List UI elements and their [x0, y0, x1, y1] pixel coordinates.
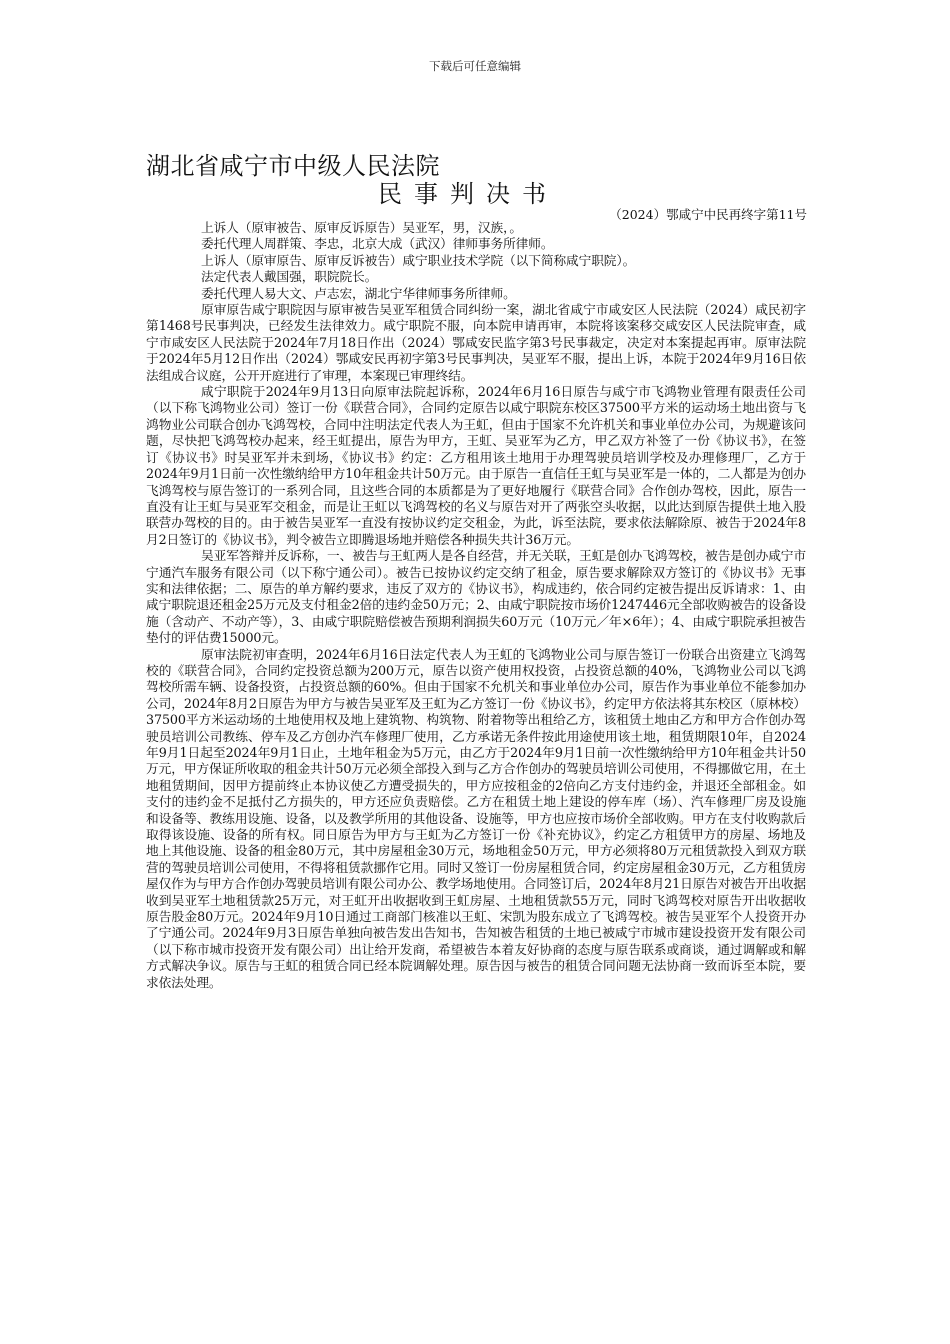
judgment-body — [146, 220, 806, 991]
body-paragraph: 吴亚军答辩并反诉称，一、被告与王虹两人是各自经营，并无关联，王虹是创办飞鸿驾校，被告是创办咸宁市宁通汽车服务有限公司（以下称宁通公司）。被告已按协议约定交纳了租金，原告要求解除双方签订的《协议书》无事实和法律依据；二、原告的单方解约要求，违反了双方的《协议书》，构成违约，依合同约定被告提出反诉请求：1、由咸宁职院退还租金25万元及支付租金2倍的违约金50万元；2、由咸宁职院按市场价1247446元全部收购被告的设备设施（含动产、不动产等），3、由咸宁职院赔偿被告预期利润损失60万元（10万元／年×6年）；4、由咸宁职院承担被告垫付的评估费15000元。 — [146, 548, 806, 646]
body-paragraph: 原审法院初审查明，2024年6月16日法定代表人为王虹的飞鸿物业公司与原告签订一份联合出资建立飞鸿驾校的《联营合同》，合同约定投资总额为200万元，原告以资产使用权投资，占投资总额的40%，飞鸿物业公司以飞鸿驾校所需车辆、设备投资，占投资总额的60%。但由于国家不允机关和事业单位办公司，原告作为事业单位不能参加办公司，2024年8月2日原告为甲方与被告吴亚军及王虹为乙方签订一份《协议书》，约定甲方依法将其东校区（原林校）37500平方米运动场的土地使用权及地上建筑物、构筑物、附着物等出租给乙方，该租赁土地由乙方和甲方合作创办驾驶员培训公司教练、停车及乙方创办汽车修理厂使用，乙方承诺无条件按此用途使用该土地，租赁期限10年，自2024年9月1日起至2024年9月1日止，土地年租金为5万元，由乙方于2024年9月1日前一次性缴纳给甲方10年租金共计50万元，甲方保证所收取的租金共计50万元必须全部投入到与乙方合作创办的驾驶员培训公司使用，不得挪做它用，在土地租赁期间，因甲方提前终止本协议使乙方遭受损失的，甲方应按租金的2倍向乙方支付违约金，并退还全部租金。如支付的违约金不足抵付乙方损失的，甲方还应负责赔偿。乙方在租赁土地上建设的停车库（场）、汽车修理厂房及设施和设备等、教练用设施、设备，以及教学所用的其他设备、设施等，甲方也应按市场价全部收购。甲方在支付收购款后取得该设施、设备的所有权。同日原告为甲方与王虹为乙方签订一份《补充协议》，约定乙方租赁甲方的房屋、场地及地上其他设施、设备的租金80万元，其中房屋租金30万元，场地租金50万元，甲方必须将80万元租赁款投入到双方联营的驾驶员培训公司使用，不得将租赁款挪作它用。同时又签订一份房屋租赁合同，约定房屋租金30万元，乙方租赁房屋仅作为与甲方合作创办驾驶员培训有限公司办公、教学场地使用。合同签订后，2024年8月21日原告对被告开出收据收到吴亚军土地租赁款25万元，对王虹开出收据收到王虹房屋、土地租赁款55万元，同时飞鸿驾校对原告开出收据收原告股金80万元。2024年9月10日通过工商部门核准以王虹、宋凯为股东成立了飞鸿驾校。被告吴亚军个人投资开办了宁通公司。2024年9月3日原告单独向被告发出告知书，告知被告租赁的土地已被咸宁市城市建设投资开发有限公司（以下称市城市投资开发有限公司）出让给开发商，希望被告本着友好协商的态度与原告联系或商谈，通过调解或和解方式解决争议。原告与王虹的租赁合同已经本院调解处理。原告因与被告的租赁合同问题无法协商一致而诉至本院，要求依法处理。 — [146, 646, 807, 990]
party-line: 委托代理人易大文、卢志宏，湖北宁华律师事务所律师。 — [201, 285, 516, 301]
party-line: 法定代表人戴国强，职院院长。 — [201, 269, 378, 285]
party-line: 上诉人（原审原告、原审反诉被告）咸宁职业技术学院（以下简称咸宁职院）。 — [201, 252, 636, 268]
party-line: 上诉人（原审被告、原审反诉原告）吴亚军，男，汉族，。 — [201, 220, 522, 235]
document-title: 民事判决书 — [378, 180, 558, 208]
case-number: （2024）鄂咸宁中民再终字第11号 — [609, 207, 807, 222]
header-note: 下载后可任意编辑 — [429, 59, 521, 73]
body-paragraph: 咸宁职院于2024年9月13日向原审法院起诉称，2024年6月16日原告与咸宁市飞鸿物业管理有限责任公司（以下称飞鸿物业公司）签订一份《联营合同》，合同约定原告以咸宁职院东校区37500平方米的运动场土地出资与飞鸿物业公司联合创办飞鸿驾校，合同中注明法定代表人为王虹，但由于国家不允许机关和事业单位办公司，为规避该问题，尽快把飞鸿驾校办起来，经王虹提出，原告为甲方，王虹、吴亚军为乙方，甲乙双方补签了一份《协议书》，在签订《协议书》时吴亚军并未到场，《协议书》约定：乙方租用该土地用于办理驾驶员培训学校及办理修理厂，乙方于2024年9月1日前一次性缴纳给甲方10年租金共计50万元。由于原告一直信任王虹与吴亚军是一体的，二人都是为创办飞鸿驾校与原告签订的一系列合同，且这些合同的本质都是为了更好地履行《联营合同》合作创办驾校，因此，原告一直没有让王虹与吴亚军交租金，而是让王虹以飞鸿驾校的名义与原告对开了两张空头收据，以此达到原告提供土地入股联营办驾校的目的。由于被告吴亚军一直没有按协议约定交租金，为此，诉至法院，要求依法解除原、被告于2024年8月2日签订的《协议书》，判令被告立即腾退场地并赔偿各种损失共计36万元。 — [146, 384, 806, 547]
party-line: 委托代理人周群策、李忠，北京大成（武汉）律师事务所律师。 — [201, 236, 554, 252]
body-paragraph: 原审原告咸宁职院因与原审被告吴亚军租赁合同纠纷一案，湖北省咸宁市咸安区人民法院（2024）咸民初字第1468号民事判决，已经发生法律效力。咸宁职院不服，向本院申请再审，本院将该案移交咸安区人民法院审查，咸宁市咸安区人民法院于2024年7月18日作出（2024）鄂咸安民监字第3号民事裁定，决定对本案提起再审。原审法院于2024年5月12日作出（2024）鄂咸安民再初字第3号民事判决，吴亚军不服，提出上诉，本院于2024年9月16日依法组成合议庭，公开开庭进行了审理，本案现已审理终结。 — [146, 302, 806, 383]
court-name: 湖北省咸宁市中级人民法院 — [146, 152, 440, 180]
